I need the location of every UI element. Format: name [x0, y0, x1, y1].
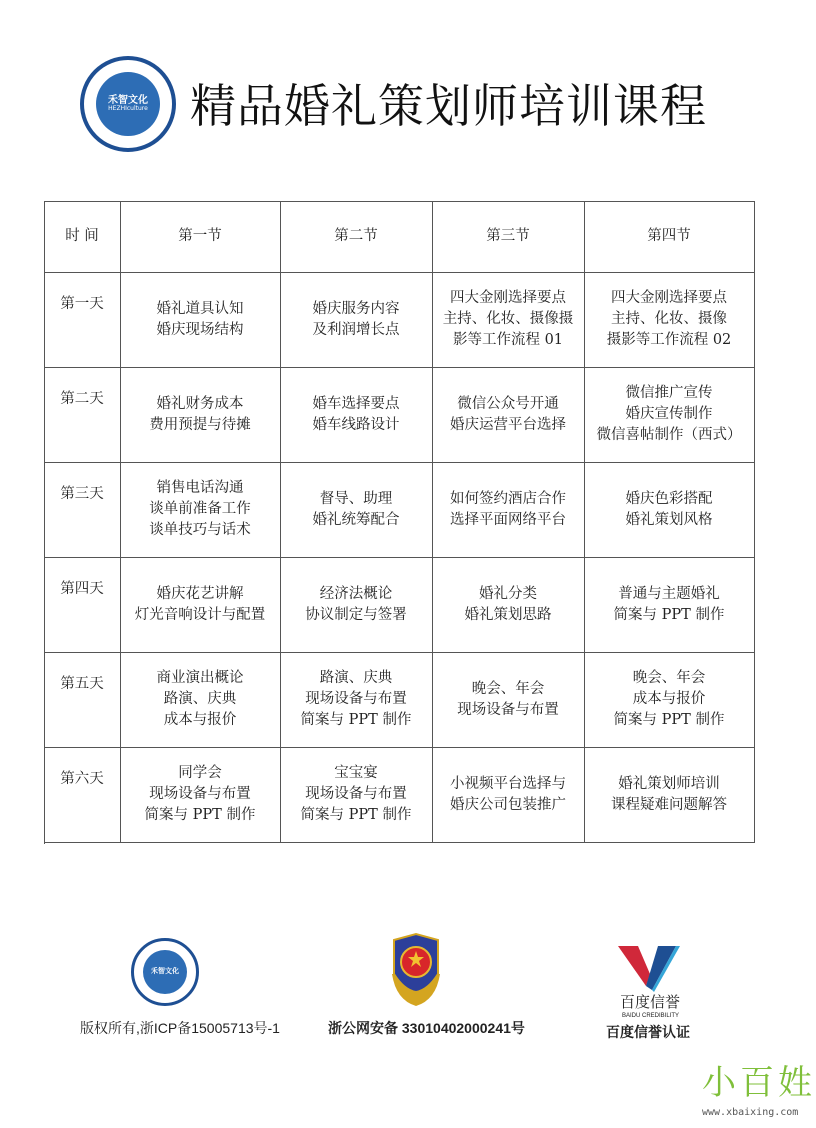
logo-sub: HEZHIculture [108, 105, 148, 113]
logo-text: 禾智文化 [151, 967, 179, 976]
session-line: 简案与 PPT 制作 [300, 807, 412, 823]
session-line: 费用预提与待摊 [149, 416, 251, 433]
watermark-url: www.xbaixing.com [702, 1107, 799, 1118]
session-cell [280, 747, 433, 843]
session-cell [280, 272, 433, 368]
session-line: 谈单前准备工作 [149, 501, 251, 517]
session-line: 经济法概论 [319, 585, 393, 602]
session-cell [120, 462, 281, 558]
session-line: 微信推广宣传 [625, 385, 713, 401]
logo-text: 禾智文化 [108, 95, 148, 107]
session-line: 销售电话沟通 [156, 480, 244, 496]
column-header-label: 第三节 [486, 228, 530, 244]
session-cell [584, 367, 755, 463]
copyright-text: 版权所有,浙ICP备15005713号-1 [80, 1020, 280, 1036]
session-cell [120, 652, 281, 748]
session-line: 婚庆现场结构 [156, 321, 244, 338]
column-header [280, 201, 433, 273]
day-label-text: 第二天 [60, 391, 104, 407]
session-line: 宝宝宴 [334, 765, 378, 781]
column-header-label: 第二节 [334, 228, 378, 244]
session-line: 婚礼统筹配合 [312, 511, 400, 528]
column-header-label: 时 间 [65, 228, 99, 244]
session-line: 晚会、年会 [632, 670, 706, 686]
course-table [44, 201, 755, 844]
session-line: 婚庆服务内容 [312, 300, 400, 317]
session-cell [280, 557, 433, 653]
session-line: 路演、庆典 [163, 691, 237, 707]
session-cell [432, 747, 585, 843]
session-line: 简案与 PPT 制作 [613, 606, 725, 623]
session-line: 婚礼策划风格 [625, 511, 713, 528]
session-line: 现场设备与布置 [305, 786, 407, 802]
day-label-text: 第五天 [60, 676, 104, 692]
baidu-credibility-logo-icon [618, 946, 680, 994]
session-line: 婚礼策划师培训 [618, 775, 720, 792]
session-line: 灯光音响设计与配置 [134, 606, 266, 623]
session-line: 督导、助理 [319, 490, 393, 507]
session-cell [432, 272, 585, 368]
session-cell [432, 462, 585, 558]
session-cell [280, 367, 433, 463]
day-label-text: 第一天 [60, 296, 104, 312]
session-line: 微信喜帖制作（西式） [596, 427, 742, 443]
session-cell [120, 557, 281, 653]
hezhi-footer-logo [131, 938, 199, 1006]
session-line: 成本与报价 [632, 691, 706, 707]
session-cell [120, 272, 281, 368]
session-line: 商业演出概论 [156, 670, 244, 686]
day-label [44, 652, 121, 748]
session-cell [584, 747, 755, 843]
session-line: 婚车线路设计 [312, 416, 400, 433]
session-line: 课程疑难问题解答 [611, 796, 727, 813]
column-header [44, 201, 121, 273]
day-label [44, 367, 121, 463]
session-line: 谈单技巧与话术 [149, 522, 251, 538]
session-line: 四大金刚选择要点 [611, 290, 727, 306]
day-label-text: 第六天 [60, 771, 104, 787]
session-line: 协议制定与签署 [305, 606, 407, 623]
column-header [120, 201, 281, 273]
session-cell [120, 367, 281, 463]
session-line: 微信公众号开通 [457, 395, 559, 412]
day-label [44, 557, 121, 653]
watermark: 小百姓 [702, 1064, 816, 1102]
session-line: 同学会 [178, 765, 222, 781]
session-line: 婚礼道具认知 [156, 300, 244, 317]
session-cell [584, 557, 755, 653]
session-cell [432, 652, 585, 748]
session-line: 如何签约酒店合作 [450, 490, 566, 507]
session-line: 影等工作流程 01 [452, 332, 564, 348]
session-line: 晚会、年会 [471, 680, 545, 697]
day-label-text: 第三天 [60, 486, 104, 502]
column-header [432, 201, 585, 273]
session-line: 婚庆色彩搭配 [625, 490, 713, 507]
column-header-label: 第四节 [647, 228, 691, 244]
session-cell [584, 272, 755, 368]
session-line: 现场设备与布置 [149, 786, 251, 802]
session-line: 婚庆公司包装推广 [450, 796, 566, 813]
session-line: 成本与报价 [163, 712, 237, 728]
day-label-text: 第四天 [60, 581, 104, 597]
session-line: 路演、庆典 [319, 670, 393, 686]
session-line: 婚礼分类 [479, 585, 537, 602]
session-line: 主持、化妆、摄像 [611, 311, 727, 327]
session-line: 婚庆运营平台选择 [450, 416, 566, 433]
session-line: 选择平面网络平台 [450, 511, 566, 528]
session-line: 简案与 PPT 制作 [613, 712, 725, 728]
session-line: 婚车选择要点 [312, 395, 400, 412]
day-label [44, 272, 121, 368]
session-cell [280, 462, 433, 558]
session-line: 摄影等工作流程 02 [606, 332, 732, 348]
session-cell [280, 652, 433, 748]
session-cell [432, 557, 585, 653]
session-cell [584, 462, 755, 558]
baidu-sub-text: BAIDU CREDIBILITY [622, 1013, 680, 1019]
session-line: 现场设备与布置 [457, 701, 559, 718]
session-line: 小视频平台选择与 [450, 775, 566, 792]
session-line: 婚庆花艺讲解 [156, 585, 244, 602]
day-label [44, 747, 121, 843]
session-line: 主持、化妆、摄像摄 [442, 311, 574, 327]
police-record-text: 浙公网安备 33010402000241号 [328, 1020, 525, 1036]
session-line: 简案与 PPT 制作 [144, 807, 256, 823]
session-line: 及利润增长点 [312, 321, 400, 338]
session-line: 婚礼财务成本 [156, 395, 244, 412]
column-header [584, 201, 755, 273]
session-line: 简案与 PPT 制作 [300, 712, 412, 728]
session-cell [432, 367, 585, 463]
baidu-credibility-label: 百度信誉认证 [606, 1024, 690, 1040]
police-emblem-icon [388, 934, 444, 1008]
session-line: 现场设备与布置 [305, 691, 407, 707]
session-cell [584, 652, 755, 748]
session-line: 婚礼策划思路 [464, 606, 552, 623]
session-line: 四大金刚选择要点 [450, 290, 566, 306]
day-label [44, 462, 121, 558]
session-line: 婚庆宣传制作 [625, 406, 713, 422]
hezhi-logo [80, 56, 176, 152]
session-line: 普通与主题婚礼 [618, 585, 720, 602]
baidu-logo-text: 百度信誉 [620, 994, 681, 1011]
column-header-label: 第一节 [178, 228, 222, 244]
session-cell [120, 747, 281, 843]
page-title: 精品婚礼策划师培训课程 [190, 79, 707, 133]
